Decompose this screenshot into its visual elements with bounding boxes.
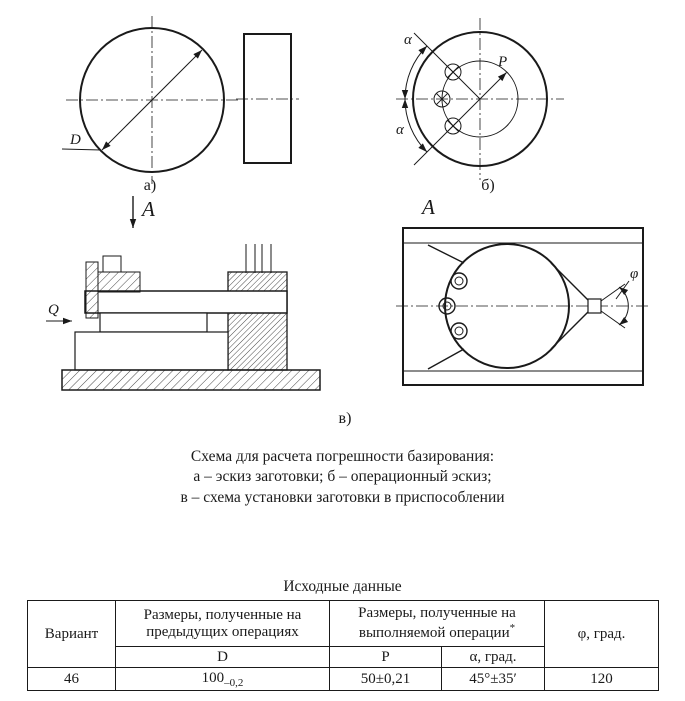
alpha-arc-bottom	[405, 99, 427, 152]
cone-apex-pin	[588, 299, 601, 313]
dimension-phi-label: φ	[630, 266, 639, 282]
drawing-b-operational-sketch	[396, 18, 564, 194]
cell-variant: 46	[28, 668, 116, 691]
dimension-alpha-top: α	[404, 32, 412, 48]
phi-leader	[616, 281, 629, 299]
locator-line-bottom-left	[428, 349, 464, 369]
alpha-arc-top	[405, 46, 427, 99]
subheader-D: D	[116, 647, 330, 668]
cell-phi: 120	[545, 668, 659, 691]
view-label-A: А	[142, 197, 155, 221]
header-previous-ops: Размеры, полученные на предыдущих операциях	[116, 601, 330, 647]
table-header-row	[28, 601, 659, 647]
table-title: Исходные данные	[283, 578, 402, 595]
radius-P-line	[480, 73, 507, 100]
view-label-A-right: А	[422, 195, 435, 219]
subheader-P: Р	[330, 647, 442, 668]
caption-line-1: Схема для расчета погрешности базирования:	[190, 448, 495, 465]
hole-symbol	[445, 64, 461, 80]
drawing-v-fixture-section	[46, 244, 320, 390]
support-step	[100, 313, 207, 332]
clamp-post	[86, 262, 98, 318]
drawing-v-top-view	[396, 228, 650, 385]
cell-P: 50±0,21	[330, 668, 442, 691]
hole-symbol	[445, 118, 461, 134]
cell-D-main: 100	[201, 669, 225, 686]
force-Q-label: Q	[48, 302, 59, 318]
bushing-hole	[451, 323, 467, 339]
initial-data-table	[27, 600, 659, 691]
label-a: а)	[143, 177, 157, 194]
label-v: в)	[338, 410, 352, 427]
label-b: б)	[481, 177, 495, 194]
dimension-P-label: Р	[498, 54, 508, 70]
cone-edge-top	[551, 263, 590, 302]
workpiece-bar	[85, 291, 287, 313]
subheader-alpha: α, град.	[442, 647, 545, 668]
cell-D-tolerance: –0,2	[224, 676, 244, 689]
header-phi: φ, град.	[545, 601, 659, 668]
locator-line-top-left	[428, 245, 464, 263]
drill-bushing-lines	[246, 244, 271, 273]
workpiece-side-view	[244, 34, 291, 163]
dimension-leader	[62, 149, 101, 150]
cell-alpha: 45°±35′	[442, 668, 545, 691]
cone-edge-bottom	[551, 310, 590, 349]
header-current-op-text: Размеры, полученные на выполняемой операции	[358, 605, 516, 641]
header-current-op-note: *	[509, 622, 516, 634]
phi-extension-top	[601, 284, 625, 301]
caption-line-3: в – схема установки заготовки в приспособлении	[180, 488, 505, 506]
cell-D	[116, 668, 330, 691]
header-variant: Вариант	[28, 601, 116, 668]
clamp-bolt-head	[103, 256, 121, 272]
view-arrow-A-left	[133, 196, 155, 228]
figure-caption	[0, 447, 685, 508]
dimension-alpha-bottom: α	[396, 122, 404, 138]
base-plate	[62, 370, 320, 390]
drawing-a-workpiece-sketch	[62, 16, 299, 194]
dimension-D-label: D	[70, 132, 81, 148]
phi-extension-bottom	[601, 311, 625, 328]
fixture-column	[228, 272, 287, 370]
support-body	[75, 332, 228, 370]
header-current-op	[330, 601, 545, 647]
bushing-hole	[451, 273, 467, 289]
table-data-row	[28, 668, 659, 691]
caption-line-2: а – эскиз заготовки; б – операционный эскиз;	[193, 468, 492, 486]
clamp-arm	[98, 272, 140, 292]
